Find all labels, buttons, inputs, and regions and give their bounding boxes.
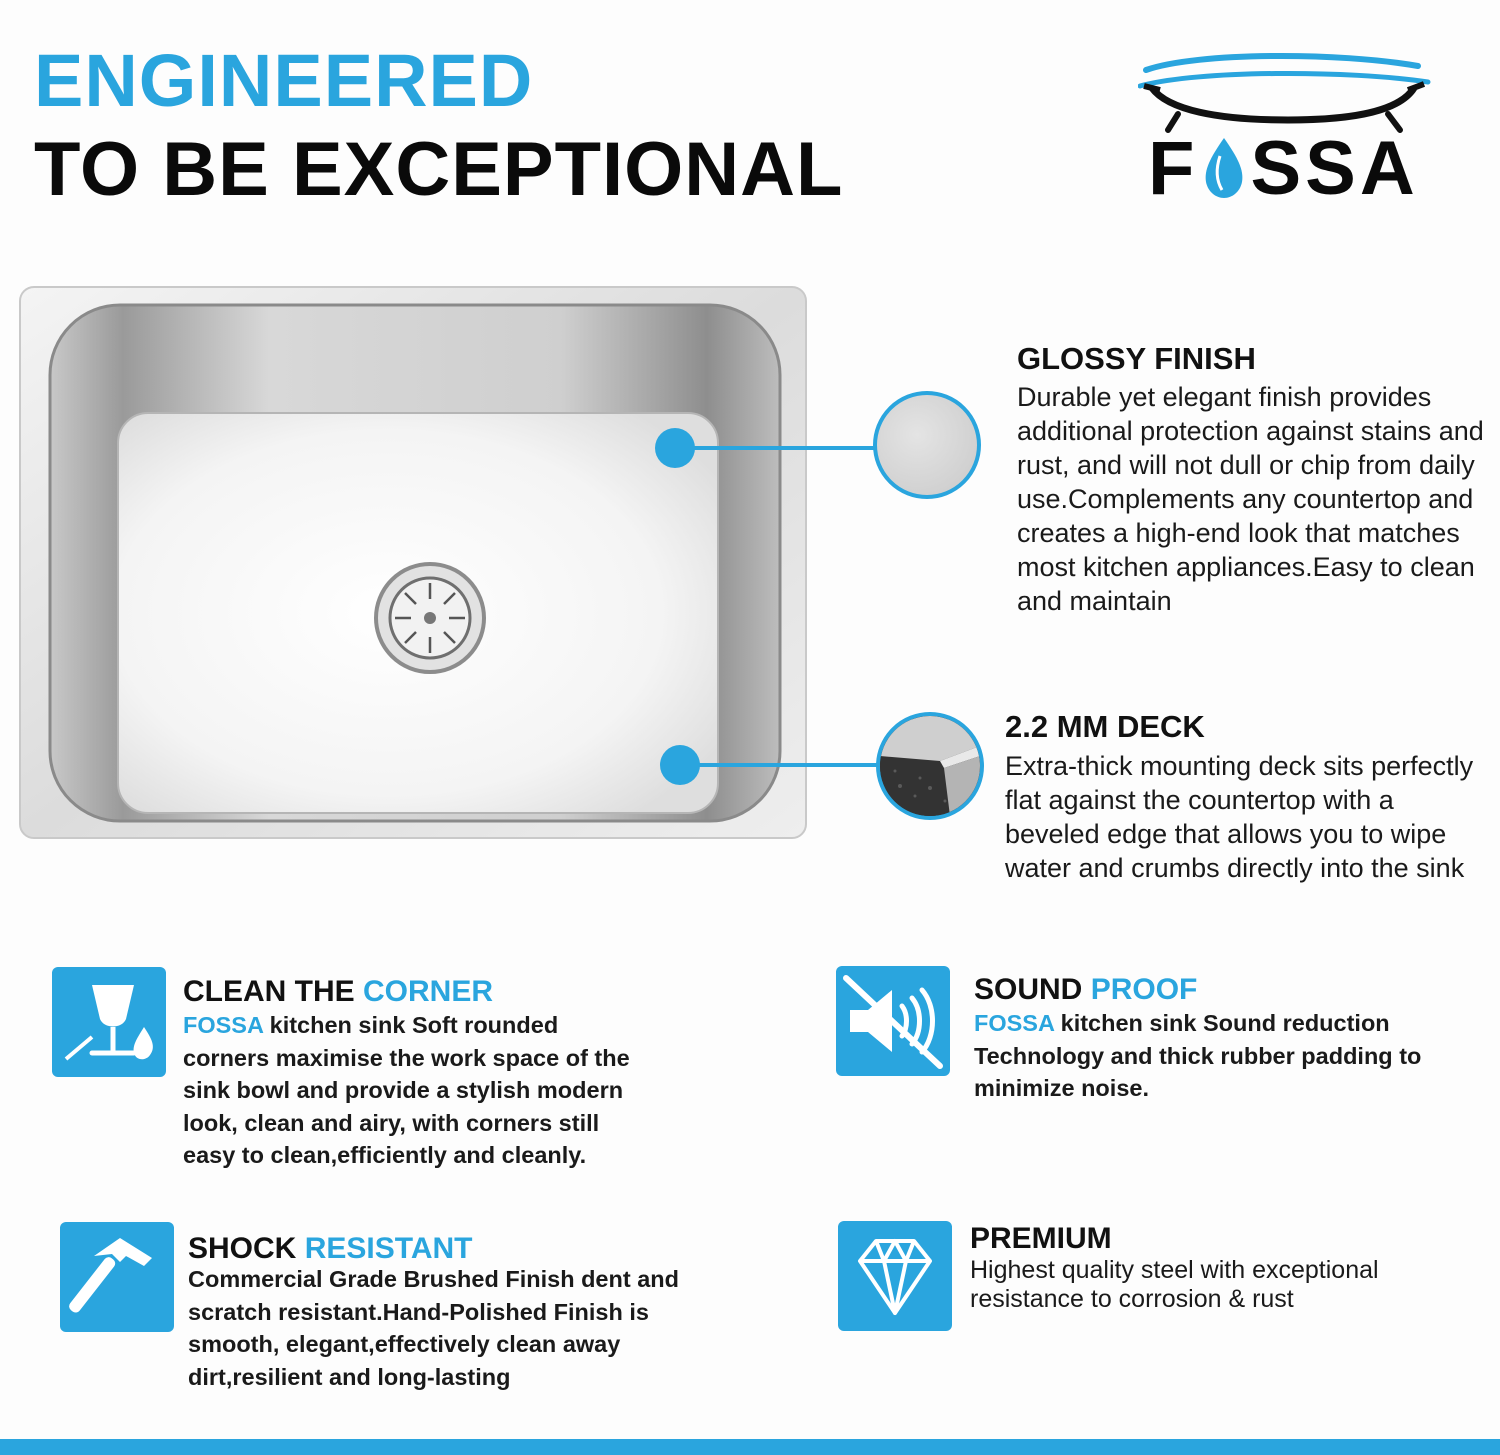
glossy-finish-text: Durable yet elegant finish provides additional protection against stains and rust, and will not dull or chip from daily use.Complements any countertop and creates a high-end look that matches most kitchen appliances.Easy to clean and maintain [1017, 382, 1484, 616]
shock-resistant-title-plain: SHOCK [188, 1232, 305, 1265]
clean-corner-title-plain: CLEAN THE [183, 975, 363, 1008]
sound-proof-text [974, 1007, 1424, 1105]
clean-corner-title [183, 975, 493, 1009]
headline-engineered: ENGINEERED [34, 39, 534, 122]
deck-swatch [876, 712, 984, 820]
deck-title: 2.2 MM DECK [1005, 709, 1205, 744]
premium-text: Highest quality steel with exceptional resistance to corrosion & rust [970, 1256, 1379, 1313]
clean-corner-brand: FOSSA [183, 1012, 264, 1038]
diamond-icon [838, 1221, 952, 1331]
callout-line-deck [694, 763, 878, 767]
sound-proof-brand: FOSSA [974, 1010, 1055, 1036]
sound-proof-title-plain: SOUND [974, 973, 1091, 1006]
glossy-swatch [873, 391, 981, 499]
sound-proof-title-accent: PROOF [1090, 973, 1198, 1006]
clean-corner-title-accent: CORNER [363, 975, 494, 1008]
clean-corner-text [183, 1009, 633, 1172]
hammer-icon [60, 1222, 174, 1332]
water-drop-icon [1198, 125, 1250, 212]
shock-resistant-title [188, 1232, 472, 1266]
logo-letters-ssa: SSA [1250, 126, 1419, 211]
sound-proof-body: kitchen sink Sound reduction Technology and thick rubber padding to minimize noise. [974, 1010, 1422, 1101]
speaker-mute-icon [836, 966, 950, 1076]
callout-dot-glossy [655, 428, 695, 468]
deck-text: Extra-thick mounting deck sits perfectly flat against the countertop with a beveled edge that allows you to wipe water and crumbs directly into the sink [1005, 751, 1474, 883]
bottom-accent-bar [0, 1439, 1500, 1455]
clean-corner-body: kitchen sink Soft rounded corners maximise the work space of the sink bowl and provide a stylish modern look, clean and airy, with corners still easy to clean,efficiently and cleanly. [183, 1012, 630, 1168]
glass-drop-icon [52, 967, 166, 1077]
premium-title: PREMIUM [970, 1222, 1112, 1255]
glossy-finish-title: GLOSSY FINISH [1017, 341, 1256, 376]
headline-exceptional: TO BE EXCEPTIONAL [34, 127, 844, 212]
shock-resistant-title-accent: RESISTANT [304, 1232, 473, 1265]
shock-resistant-text: Commercial Grade Brushed Finish dent and scratch resistant.Hand-Polished Finish is smooth, elegant,effectively clean away dirt,resilient and long-lasting [188, 1266, 679, 1390]
logo-letter-f: F [1148, 126, 1199, 211]
sound-proof-title [974, 973, 1197, 1007]
callout-line-glossy [690, 446, 876, 450]
logo-wordmark [1148, 125, 1419, 212]
